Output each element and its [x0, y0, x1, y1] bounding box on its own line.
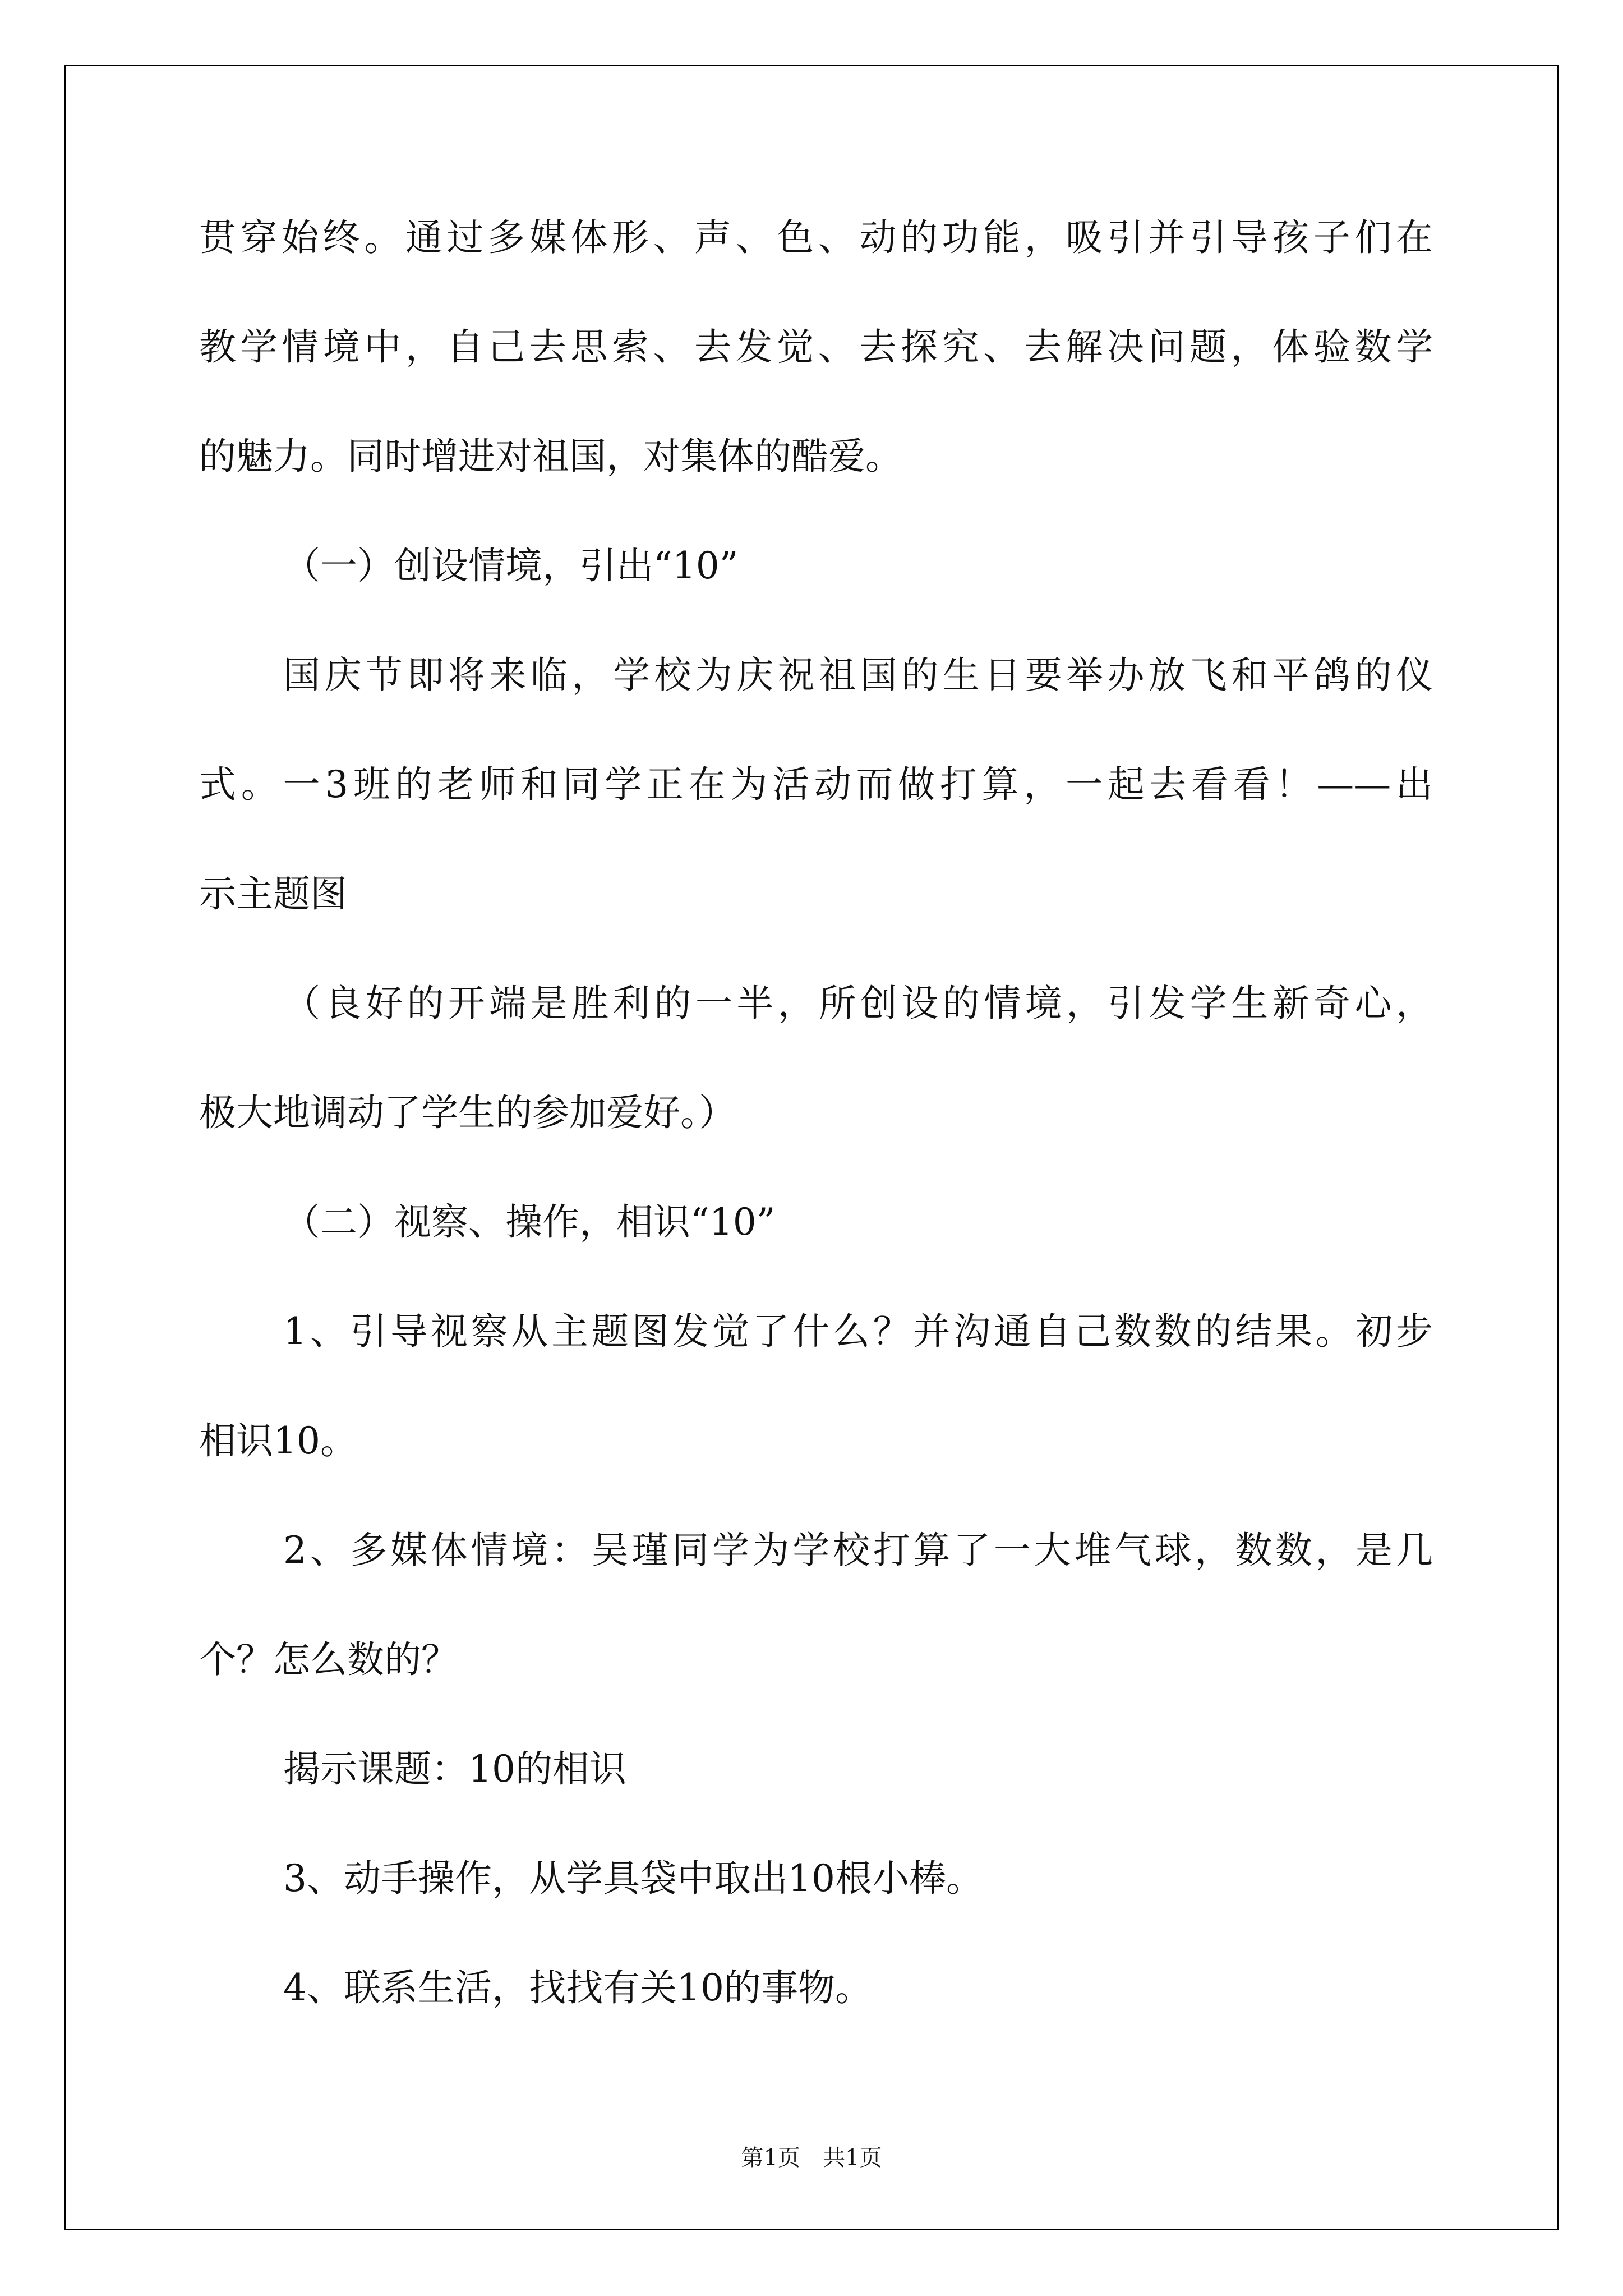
text-line: （良好的开端是胜利的一半，所创设的情境，引发学生新奇心，: [283, 982, 1433, 1025]
text-line: 2、多媒体情境：吴瑾同学为学校打算了一大堆气球，数数，是几: [283, 1529, 1433, 1572]
text-line: 1、引导视察从主题图发觉了什么？并沟通自己数数的结果。初步: [283, 1310, 1433, 1353]
text-line: 个？怎么数的？: [199, 1638, 458, 1681]
text-line: 4、联系生活，找找有关10的事物。: [283, 1966, 872, 2009]
text-line: 国庆节即将来临，学校为庆祝祖国的生日要举办放飞和平鸽的仪: [283, 654, 1433, 697]
text-line: 3、动手操作，从学具袋中取出10根小棒。: [283, 1857, 983, 1900]
section-heading: （二）视察、操作，相识“10”: [283, 1200, 776, 1244]
section-heading: （一）创设情境，引出“10”: [283, 544, 739, 587]
text-line: 的魅力。同时增进对祖国，对集体的酷爱。: [199, 435, 902, 478]
text-line: 相识10。: [199, 1419, 357, 1462]
page-border: [64, 65, 1559, 2230]
page-footer: 第1页 共1页: [741, 2145, 882, 2171]
text-line: 揭示课题：10的相识: [283, 1747, 626, 1791]
text-line: 极大地调动了学生的参加爱好。）: [199, 1091, 736, 1134]
text-line: 教学情境中，自己去思索、去发觉、去探究、去解决问题，体验数学: [199, 325, 1433, 369]
text-line: 式。一3班的老师和同学正在为活动而做打算，一起去看看！——出: [199, 763, 1433, 806]
text-line: 贯穿始终。通过多媒体形、声、色、动的功能，吸引并引导孩子们在: [199, 216, 1433, 259]
text-line: 示主题图: [199, 872, 347, 915]
